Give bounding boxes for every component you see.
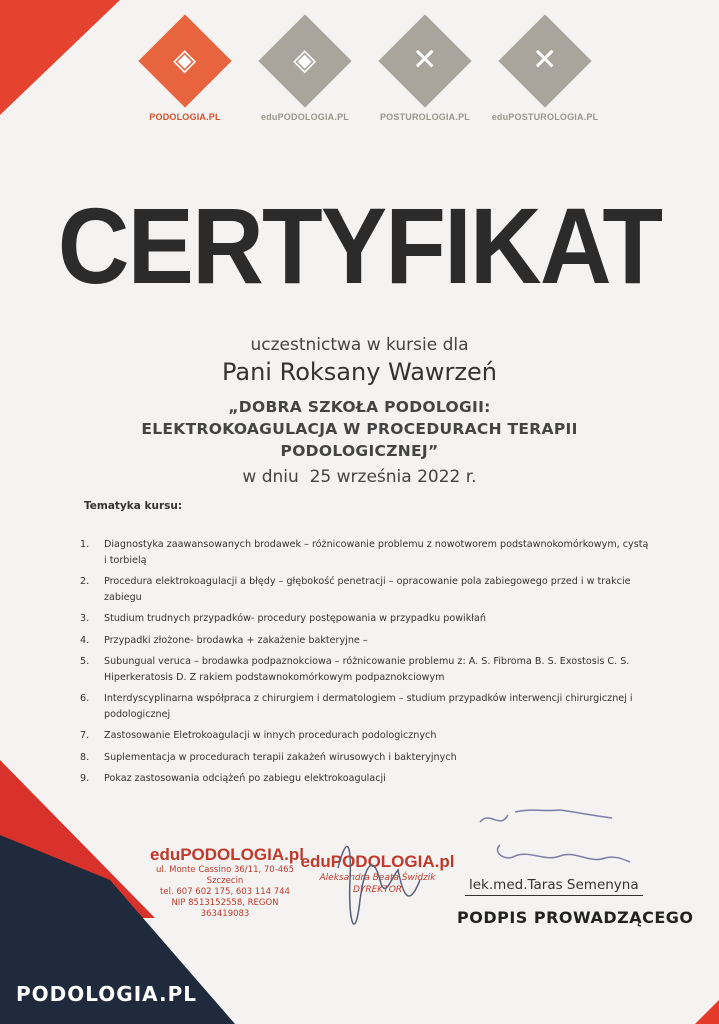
logo-caption: POSTUROLOGIA.PL (379, 112, 470, 122)
item-number: 9. (80, 773, 90, 784)
lecturer-signature-top (480, 810, 612, 822)
stamp-line: Aleksandra Beata Świdzik (319, 873, 436, 883)
foot-icon: ◈ (173, 42, 197, 78)
item-text: Procedura elektrokoagulacji a błędy – głębokość penetracji – opracowanie pola zabiegowego przed i w trakcie zabiegu (104, 576, 631, 603)
item-number: 1. (80, 539, 90, 550)
stamp-line: ul. Monte Cassino 36/11, 70-465 Szczecin (156, 865, 294, 886)
figure-icon: ✕ (532, 42, 558, 78)
item-number: 7. (80, 730, 90, 741)
course-title-line: „DOBRA SZKOŁA PODOLOGII: (228, 398, 491, 416)
item-text: Interdyscyplinarna współpraca z chirurgiem i dermatologiem – studium przypadków interwencji chirurgicznej i podologicznej (104, 693, 633, 720)
lecturer-name: lek.med.Taras Semenyna (465, 877, 643, 896)
topics-heading: Tematyka kursu: (84, 500, 183, 512)
footer-brand: PODOLOGIA.PL (16, 982, 198, 1006)
date-value: 25 września 2022 r. (309, 467, 477, 487)
item-text: Diagnostyka zaawansowanych brodawek – różnicowanie problemu z nowotworem podstawnokomórkowym, cystą i torbielą (104, 539, 649, 566)
certificate-subtitle: uczestnictwa w kursie dla (250, 335, 469, 355)
course-title-line: ELEKTROKOAGULACJA W PROCEDURACH TERAPII (141, 420, 578, 438)
figure-icon: ✕ (412, 42, 438, 78)
recipient-name: Pani Roksany Wawrzeń (221, 358, 497, 386)
stamp-brand: eduPODOLOGIA.pl (150, 845, 304, 864)
stamp-brand: eduPODOLOGIA.pl (300, 852, 455, 871)
signature-label: PODPIS PROWADZĄCEGO (457, 908, 694, 927)
item-number: 5. (80, 656, 90, 667)
stamp-line: tel. 607 602 175, 603 114 744 (160, 887, 290, 897)
item-text: Studium trudnych przypadków- procedury postępowania w przypadku powikłań (104, 613, 486, 624)
item-text: Subungual veruca – brodawka podpaznokciowa – różnicowanie problemu z: A. S. Fibroma B. S. Exostosis C. S. Hiperkeratosis D. Z rakiem podstawnokomórkowym podpaznokciowym (104, 656, 630, 683)
logo-caption: eduPOSTUROLOGIA.PL (491, 112, 599, 122)
stamp-line: NIP 8513152558, REGON 363419083 (171, 898, 279, 919)
logo-caption: eduPODOLOGIA.PL (260, 112, 349, 122)
stamp-line: DYREKTOR (352, 885, 403, 895)
item-text: Przypadki złożone- brodawka + zakażenie bakteryjne – (104, 634, 368, 646)
item-text: Pokaz zastosowania odciążeń po zabiegu elektrokoagulacji (104, 773, 386, 784)
item-number: 8. (80, 751, 90, 763)
lecturer-signature-bottom (498, 845, 630, 862)
course-title-line: PODOLOGICZNEJ” (280, 442, 439, 460)
item-number: 6. (80, 693, 90, 704)
item-number: 2. (80, 576, 90, 587)
item-text: Zastosowanie Eletrokoagulacji w innych procedurach podologicznych (104, 730, 437, 741)
certificate-title: CERTYFIKAT (57, 185, 662, 306)
logo-caption: PODOLOGIA.PL (149, 112, 221, 122)
director-signature (338, 847, 420, 924)
item-number: 4. (80, 634, 90, 646)
foot-icon: ◈ (293, 42, 317, 78)
date-prefix: w dniu (242, 467, 299, 487)
item-text: Suplementacja w procedurach terapii zakażeń wirusowych i bakteryjnych (104, 751, 457, 763)
item-number: 3. (80, 613, 90, 624)
